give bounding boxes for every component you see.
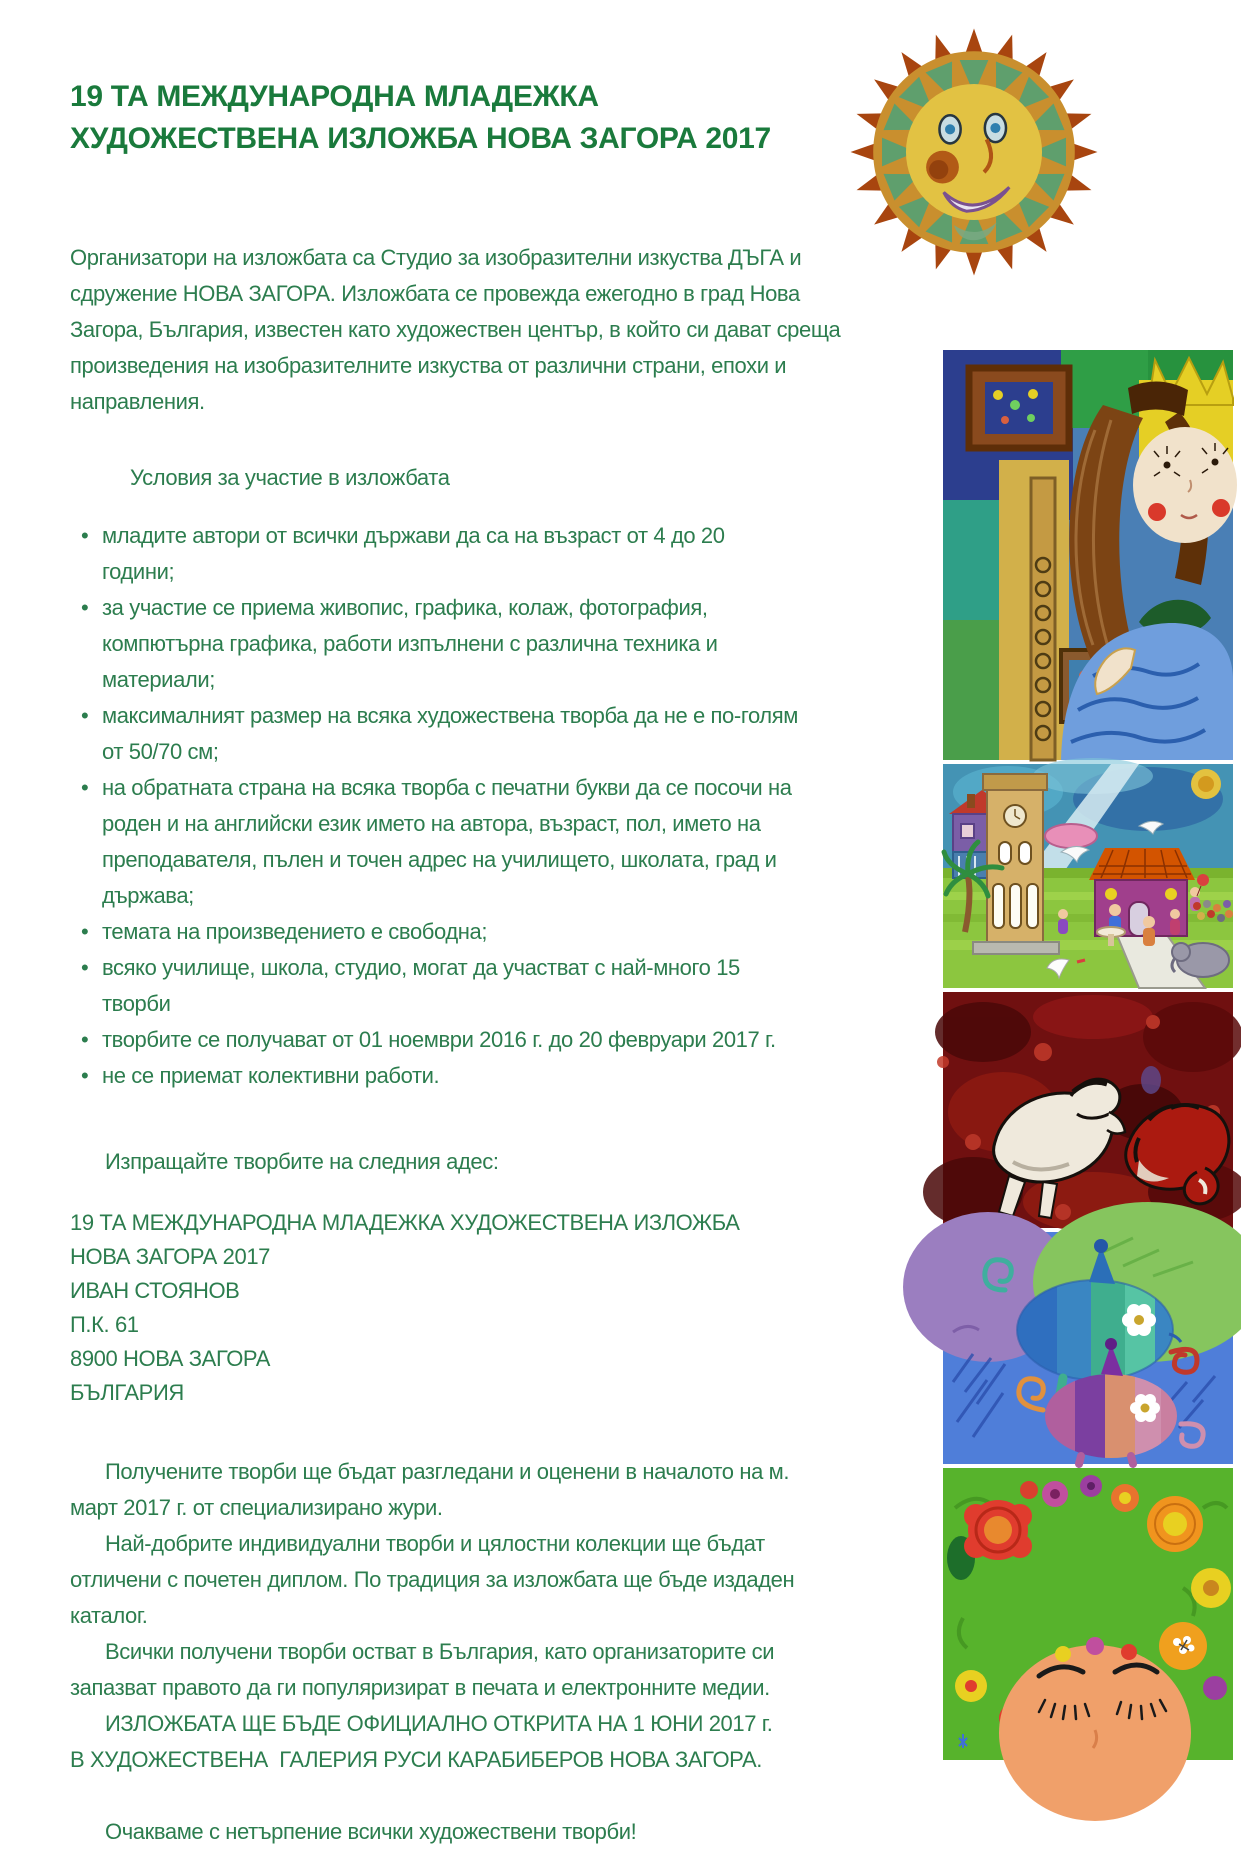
condition-item: • всяко училище, школа, студио, могат да участват с най-много 15 творби bbox=[70, 950, 798, 1022]
mailing-address bbox=[70, 1206, 880, 1410]
address-line: БЪЛГАРИЯ bbox=[70, 1380, 184, 1405]
condition-item: • темата на произведението е свободна; bbox=[70, 914, 798, 950]
address-line: 8900 НОВА ЗАГОРА bbox=[70, 1346, 271, 1371]
horses-painting-image bbox=[943, 992, 1233, 1228]
conditions-list bbox=[70, 518, 798, 1094]
town-scene-image bbox=[943, 764, 1233, 988]
title-line-2: ХУДОЖЕСТВЕНА ИЗЛОЖБА НОВА ЗАГОРА 2017 bbox=[70, 122, 771, 155]
condition-item: • за участие се приема живопис, графика, колаж, фотография, компютърна графика, работи изпълнени с различна техника и материали; bbox=[70, 590, 798, 698]
closing-paragraph: ИЗЛОЖБАТА ЩЕ БЪДЕ ОФИЦИАЛНО ОТКРИТА НА 1 ЮНИ 2017 г. bbox=[105, 1711, 773, 1736]
condition-item: • младите автори от всички държави да са на възраст от 4 до 20 години; bbox=[70, 518, 798, 590]
address-line: ИВАН СТОЯНОВ bbox=[70, 1278, 240, 1303]
artwork-column bbox=[943, 350, 1233, 1760]
address-line: П.К. 61 bbox=[70, 1312, 139, 1337]
address-line: НОВА ЗАГОРА 2017 bbox=[70, 1244, 271, 1269]
condition-item: • творбите се получават от 01 ноември 2016 г. до 20 февруари 2017 г. bbox=[70, 1022, 798, 1058]
closing-paragraph: В ХУДОЖЕСТВЕНА ГАЛЕРИЯ РУСИ КАРАБИБЕРОВ НОВА ЗАГОРА. bbox=[70, 1747, 762, 1772]
flyer-text-column bbox=[70, 0, 880, 1850]
condition-item: • не се приемат колективни работи. bbox=[70, 1058, 798, 1094]
title-line-1: 19 ТА МЕЖДУНАРОДНА МЛАДЕЖКА bbox=[70, 80, 599, 113]
conditions-heading: Условия за участие в изложбата bbox=[130, 465, 450, 490]
closing-paragraph: Всички получени творби остват в България, като организаторите си запазват правото да ги популяризират в печата и електронните медии. bbox=[70, 1639, 780, 1700]
address-line: 19 ТА МЕЖДУНАРОДНА МЛАДЕЖКА ХУДОЖЕСТВЕНА ИЗЛОЖБА bbox=[70, 1210, 740, 1235]
send-instruction: Изпращайте творбите на следния адес: bbox=[105, 1149, 499, 1174]
intro-paragraph: Организатори на изложбата са Студио за изобразителни изкуства ДЪГА и сдружение НОВА ЗАГОРА. Изложбата се провежда ежегодно в град Нова Загора, България, известен като художествен център, в който си дават среща произведения на изобразителните изкуства от различни страни, епохи и направления. bbox=[70, 245, 841, 414]
condition-item: • максималният размер на всяка художествена творба да не е по-голям от 50/70 см; bbox=[70, 698, 798, 770]
closing-paragraph: Най-добрите индивидуални творби и цялостни колекции ще бъдат отличени с почетен диплом. По традиция за изложбата ще бъде издаден каталог. bbox=[70, 1531, 800, 1628]
flower-face-image bbox=[943, 1468, 1233, 1760]
closing-paragraphs bbox=[70, 1454, 818, 1778]
page-title bbox=[70, 76, 880, 160]
condition-item: • на обратната страна на всяка творба с печатни букви да се посочи на роден и на английски език името на автора, възраст, пол, името на преподавателя, пълен и точен адрес на училището, школата, град и държава; bbox=[70, 770, 798, 914]
closing-paragraph: Получените творби ще бъдат разгледани и оценени в началото на м. март 2017 г. от специализирано жури. bbox=[70, 1459, 795, 1520]
final-line: Очакваме с нетърпение всички художествени творби! bbox=[105, 1819, 637, 1844]
sun-painting-image bbox=[846, 26, 1102, 278]
girl-portrait-image bbox=[943, 350, 1233, 760]
chameleons-image bbox=[943, 1232, 1233, 1464]
